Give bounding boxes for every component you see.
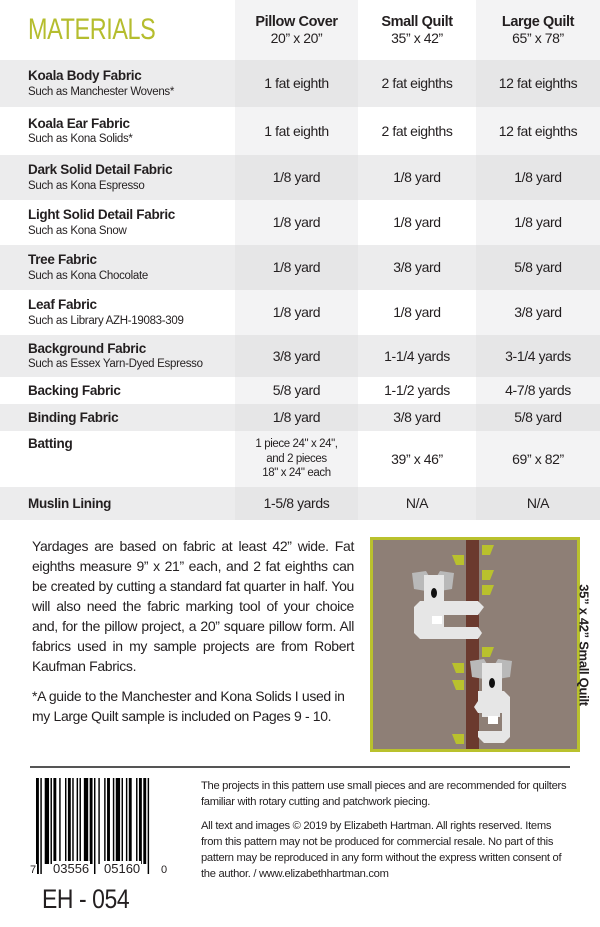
quantity-cell: [476, 245, 600, 290]
quantity-value: 69” x 82”: [512, 450, 564, 467]
quantity-value: 1-1/2 yards: [384, 382, 450, 399]
barcode-bar: [40, 778, 41, 874]
barcode-bar: [126, 778, 127, 864]
table-row: [0, 335, 600, 377]
column-size: 20” x 20”: [270, 30, 323, 47]
barcode-bar: [68, 778, 71, 864]
quantity-cell: [358, 155, 476, 200]
tree-trunk: [466, 540, 479, 749]
barcode-bar: [36, 778, 39, 874]
quantity-cell: [358, 431, 476, 487]
barcode-bar: [53, 778, 56, 864]
quantity-cell: [476, 335, 600, 377]
material-name: Tree Fabric: [28, 252, 97, 268]
quantity-cell: [235, 335, 358, 377]
material-name: Light Solid Detail Fabric: [28, 207, 176, 223]
table-row: [0, 431, 600, 487]
barcode-bar: [122, 778, 123, 864]
material-suggestion: Such as Kona Espresso: [28, 179, 145, 192]
quantity-line: 1 piece 24" x 24",: [255, 438, 338, 451]
quantity-value: 1-1/4 yards: [384, 347, 450, 364]
material-suggestion: Such as Kona Snow: [28, 224, 127, 237]
quantity-value: 39” x 46”: [391, 450, 443, 467]
barcode-bar: [51, 778, 52, 864]
material-cell: [0, 290, 235, 335]
quantity-value: 3/8 yard: [514, 304, 562, 321]
barcode-bar: [104, 778, 105, 864]
barcode-bar: [107, 778, 110, 864]
material-cell: [0, 377, 235, 404]
table-row: [0, 200, 600, 245]
quantity-value: 3/8 yard: [272, 347, 321, 364]
column-name: Large Quilt: [501, 13, 575, 30]
quantity-cell: [358, 487, 476, 520]
quantity-value: 2 fat eighths: [381, 75, 453, 92]
material-cell: [0, 155, 235, 200]
material-suggestion: Such as Kona Chocolate: [28, 269, 148, 282]
material-cell: [0, 431, 235, 487]
quantity-value: 1/8 yard: [393, 214, 441, 231]
quantity-value: 1/8 yard: [272, 304, 321, 321]
quantity-cell: [235, 431, 358, 487]
quantity-value: 1/8 yard: [393, 169, 441, 186]
quantity-value: 4-7/8 yards: [505, 382, 571, 399]
materials-title-cell: [0, 0, 235, 60]
quantity-cell: [358, 335, 476, 377]
quantity-value: N/A: [405, 495, 429, 512]
quilt-label: 35” x 42” Small Quilt: [576, 584, 592, 706]
column-header-large-quilt: [476, 0, 600, 60]
column-header-pillow: [235, 0, 358, 60]
table-row: [0, 290, 600, 335]
material-cell: [0, 487, 235, 520]
column-name: Pillow Cover: [255, 13, 338, 30]
quantity-cell: [235, 200, 358, 245]
material-name: Backing Fabric: [28, 382, 121, 398]
table-row: [0, 155, 600, 200]
quantity-value: 3/8 yard: [393, 259, 441, 276]
material-name: Leaf Fabric: [28, 297, 97, 313]
quantity-cell: [476, 155, 600, 200]
material-suggestion: Such as Library AZH-19083-309: [28, 314, 184, 327]
quantity-value: 1/8 yard: [272, 259, 321, 276]
material-cell: [0, 60, 235, 107]
quantity-cell: [358, 377, 476, 404]
divider: [30, 766, 570, 768]
quantity-cell: [235, 487, 358, 520]
quantity-value: 5/8 yard: [514, 409, 562, 426]
quantity-cell: [235, 404, 358, 431]
quantity-value: 1-5/8 yards: [263, 495, 330, 512]
column-size: 65” x 78”: [512, 30, 564, 47]
quantity-cell: [358, 107, 476, 155]
table-row: [0, 60, 600, 107]
barcode-digits-group1: 03556: [53, 861, 90, 876]
material-name: Binding Fabric: [28, 409, 119, 425]
quantity-value: 1/8 yard: [514, 214, 562, 231]
guide-note: *A guide to the Manchester and Kona Solids I used in my Large Quilt sample is included on Pages 9 - 10.: [32, 688, 345, 724]
barcode-bar: [148, 778, 149, 874]
barcode-digit-right: 0: [161, 864, 168, 876]
barcode-bar: [113, 778, 114, 864]
material-cell: [0, 335, 235, 377]
material-cell: [0, 200, 235, 245]
quantity-value: 12 fat eighths: [498, 75, 578, 92]
skill-note: The projects in this pattern use small pieces and are recommended for quilters familiar with rotary cutting and patchwork piecing.: [201, 780, 567, 808]
quantity-cell: [358, 200, 476, 245]
header-row: [0, 0, 600, 60]
barcode-bar: [80, 778, 81, 864]
barcode-digit-left: 7: [30, 864, 37, 876]
quantity-line: 18" x 24" each: [262, 467, 331, 480]
footer-text: [201, 778, 573, 890]
quantity-cell: [476, 487, 600, 520]
quantity-cell: [235, 107, 358, 155]
column-header-small-quilt: [358, 0, 476, 60]
quantity-cell: [358, 245, 476, 290]
barcode-bar: [45, 778, 49, 864]
barcode-bar: [98, 778, 99, 864]
material-cell: [0, 107, 235, 155]
quantity-value: 3-1/4 yards: [505, 347, 571, 364]
barcode-bar: [136, 778, 137, 864]
table-row: [0, 107, 600, 155]
quantity-value: 1 fat eighth: [264, 75, 329, 92]
quantity-cell: [476, 200, 600, 245]
materials-title: MATERIALS: [28, 12, 156, 46]
copyright-note: All text and images © 2019 by Elizabeth Hartman. All rights reserved. Items from this pattern may not be produced for commercial resale. No part of this pattern may be reproduced in any form without the express written consent of the author. / www.elizabethhartman.com: [201, 820, 562, 880]
quantity-cell: [358, 290, 476, 335]
quantity-value: 1/8 yard: [514, 169, 562, 186]
quantity-value: 12 fat eighths: [498, 122, 578, 139]
quantity-cell: [476, 107, 600, 155]
barcode-bar: [143, 778, 146, 864]
table-row: [0, 487, 600, 520]
material-suggestion: Such as Kona Solids*: [28, 133, 133, 146]
quantity-cell: [476, 404, 600, 431]
quantity-cell: [235, 377, 358, 404]
material-name: Muslin Lining: [28, 495, 112, 511]
quantity-value: 2 fat eighths: [381, 122, 453, 139]
table-row: [0, 377, 600, 404]
barcode-bar: [84, 778, 88, 864]
quantity-value: 5/8 yard: [514, 259, 562, 276]
quantity-cell: [476, 431, 600, 487]
barcode-bar: [59, 778, 60, 864]
barcode-bar: [116, 778, 120, 864]
material-name: Dark Solid Detail Fabric: [28, 162, 173, 178]
table-row: [0, 245, 600, 290]
barcode-bar: [139, 778, 142, 864]
barcode: [30, 778, 170, 888]
pattern-code: EH - 054: [42, 884, 130, 914]
barcode-bar: [72, 778, 73, 864]
barcode-bar: [77, 778, 78, 864]
quantity-value: 1/8 yard: [272, 214, 321, 231]
quantity-cell: [476, 290, 600, 335]
quantity-cell: [358, 404, 476, 431]
quantity-value: 3/8 yard: [393, 409, 441, 426]
material-suggestion: Such as Manchester Wovens*: [28, 85, 175, 98]
material-suggestion: Such as Essex Yarn-Dyed Espresso: [28, 358, 203, 371]
quantity-cell: [476, 377, 600, 404]
yardage-note: Yardages are based on fabric at least 42” wide. Fat eighths measure 9” x 21” each, and 2 fat eighths can be created by cutting a standard fat quarter in half. You will also need the fabric marking tool of your choice and, for the pillow project, a 20” square pillow form. All fabrics used in my sample projects are from Robert Kaufman Fabrics.: [32, 538, 354, 674]
quantity-cell: [235, 60, 358, 107]
quantity-value: 1 fat eighth: [264, 122, 329, 139]
table-row: [0, 404, 600, 431]
quantity-value: 5/8 yard: [272, 382, 321, 399]
column-size: 35” x 42”: [391, 30, 443, 47]
quantity-value: 1/8 yard: [272, 409, 321, 426]
quantity-value: 1/8 yard: [393, 304, 441, 321]
barcode-bar: [129, 778, 132, 864]
quantity-value: 1/8 yard: [272, 169, 321, 186]
barcode-digits-group2: 05160: [104, 861, 141, 876]
barcode-bar: [94, 778, 95, 874]
barcode-bar: [65, 778, 66, 864]
quantity-cell: [476, 60, 600, 107]
material-name: Batting: [28, 436, 73, 451]
material-cell: [0, 245, 235, 290]
small-quilt-image: [370, 537, 580, 752]
material-cell: [0, 404, 235, 431]
column-name: Small Quilt: [381, 13, 453, 30]
notes: [32, 536, 354, 736]
quantity-value: N/A: [526, 495, 550, 512]
material-name: Koala Body Fabric: [28, 68, 142, 84]
quantity-cell: [235, 155, 358, 200]
material-name: Background Fabric: [28, 340, 146, 356]
barcode-bar: [90, 778, 93, 864]
material-name: Koala Ear Fabric: [28, 115, 130, 131]
quantity-cell: [358, 60, 476, 107]
quantity-line: and 2 pieces: [266, 452, 327, 465]
quantity-cell: [235, 290, 358, 335]
quantity-cell: [235, 245, 358, 290]
